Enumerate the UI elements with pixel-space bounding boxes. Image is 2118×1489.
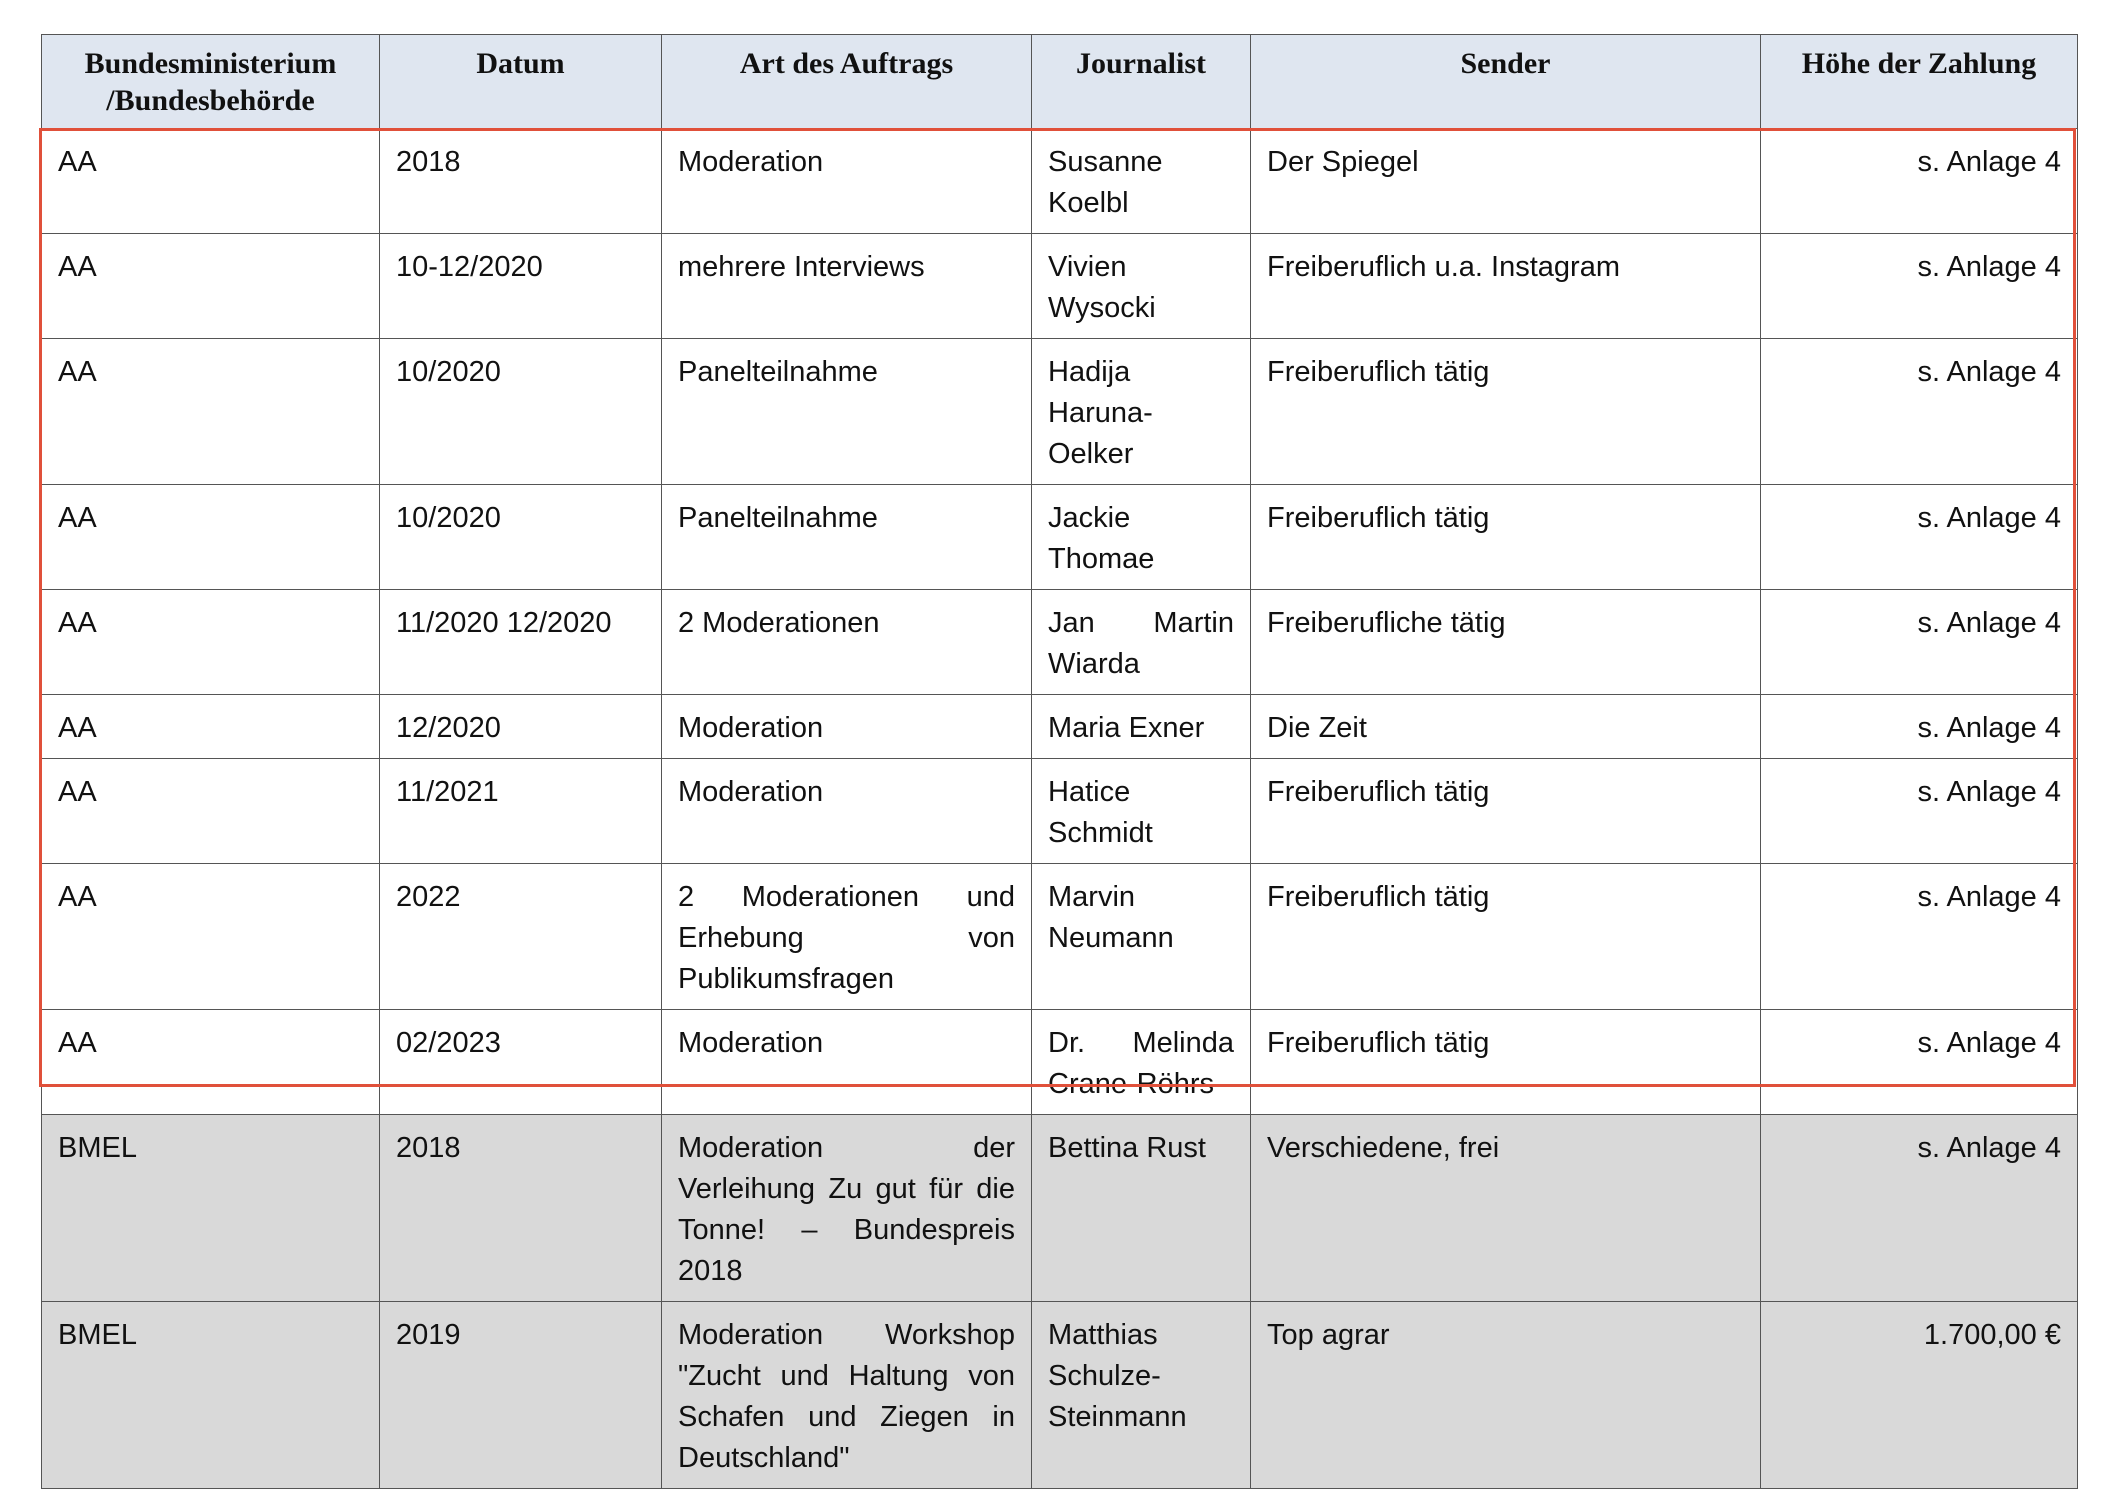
cell-type: Moderation bbox=[662, 695, 1032, 759]
cell-payment: s. Anlage 4 bbox=[1761, 864, 2078, 1010]
cell-sender: Die Zeit bbox=[1251, 695, 1761, 759]
cell-sender: Freiberufliche tätig bbox=[1251, 590, 1761, 695]
cell-type: Moderation Workshop "Zucht und Haltung von Schafen und Ziegen in Deutschland" bbox=[662, 1302, 1032, 1489]
cell-date: 10/2020 bbox=[380, 339, 662, 485]
cell-type: Moderation bbox=[662, 759, 1032, 864]
cell-type: 2 Moderationen und Erhebung von Publikumsfragen bbox=[662, 864, 1032, 1010]
cell-payment: s. Anlage 4 bbox=[1761, 485, 2078, 590]
cell-sender: Freiberuflich tätig bbox=[1251, 759, 1761, 864]
cell-journalist: Maria Exner bbox=[1032, 695, 1251, 759]
cell-journalist: Marvin Neumann bbox=[1032, 864, 1251, 1010]
cell-date: 2022 bbox=[380, 864, 662, 1010]
table-row bbox=[42, 339, 2078, 485]
cell-type: Moderation bbox=[662, 1010, 1032, 1115]
table-row bbox=[42, 759, 2078, 864]
cell-date: 2018 bbox=[380, 1115, 662, 1302]
table-row bbox=[42, 1302, 2078, 1489]
cell-payment: s. Anlage 4 bbox=[1761, 129, 2078, 234]
table-row bbox=[42, 234, 2078, 339]
header-sender: Sender bbox=[1251, 35, 1761, 129]
cell-sender: Top agrar bbox=[1251, 1302, 1761, 1489]
cell-sender: Freiberuflich tätig bbox=[1251, 339, 1761, 485]
cell-journalist: Dr. Melinda Crane-Röhrs bbox=[1032, 1010, 1251, 1115]
table-row bbox=[42, 695, 2078, 759]
cell-date: 2019 bbox=[380, 1302, 662, 1489]
cell-journalist: Vivien Wysocki bbox=[1032, 234, 1251, 339]
table-row bbox=[42, 1115, 2078, 1302]
cell-date: 11/2020 12/2020 bbox=[380, 590, 662, 695]
cell-ministry: AA bbox=[42, 695, 380, 759]
cell-ministry: AA bbox=[42, 339, 380, 485]
cell-date: 2018 bbox=[380, 129, 662, 234]
cell-type: Panelteilnahme bbox=[662, 339, 1032, 485]
cell-payment: s. Anlage 4 bbox=[1761, 759, 2078, 864]
cell-sender: Freiberuflich u.a. Instagram bbox=[1251, 234, 1761, 339]
cell-ministry: BMEL bbox=[42, 1115, 380, 1302]
table-row bbox=[42, 485, 2078, 590]
cell-ministry: BMEL bbox=[42, 1302, 380, 1489]
cell-ministry: AA bbox=[42, 759, 380, 864]
cell-date: 10/2020 bbox=[380, 485, 662, 590]
cell-payment: s. Anlage 4 bbox=[1761, 1115, 2078, 1302]
cell-journalist: Susanne Koelbl bbox=[1032, 129, 1251, 234]
cell-ministry: AA bbox=[42, 1010, 380, 1115]
cell-payment: s. Anlage 4 bbox=[1761, 234, 2078, 339]
cell-type: Moderation der Verleihung Zu gut für die Tonne! – Bundespreis 2018 bbox=[662, 1115, 1032, 1302]
header-date: Datum bbox=[380, 35, 662, 129]
cell-ministry: AA bbox=[42, 864, 380, 1010]
header-payment: Höhe der Zahlung bbox=[1761, 35, 2078, 129]
cell-payment: s. Anlage 4 bbox=[1761, 1010, 2078, 1115]
header-journalist: Journalist bbox=[1032, 35, 1251, 129]
cell-type: Moderation bbox=[662, 129, 1032, 234]
cell-ministry: AA bbox=[42, 234, 380, 339]
cell-sender: Freiberuflich tätig bbox=[1251, 864, 1761, 1010]
cell-sender: Freiberuflich tätig bbox=[1251, 1010, 1761, 1115]
cell-ministry: AA bbox=[42, 485, 380, 590]
cell-date: 02/2023 bbox=[380, 1010, 662, 1115]
header-ministry: Bundesministerium /Bundesbehörde bbox=[42, 35, 380, 129]
cell-type: mehrere Interviews bbox=[662, 234, 1032, 339]
cell-journalist: Jackie Thomae bbox=[1032, 485, 1251, 590]
cell-date: 12/2020 bbox=[380, 695, 662, 759]
cell-sender: Verschiedene, frei bbox=[1251, 1115, 1761, 1302]
cell-date: 10-12/2020 bbox=[380, 234, 662, 339]
cell-journalist: Hatice Schmidt bbox=[1032, 759, 1251, 864]
cell-journalist: Bettina Rust bbox=[1032, 1115, 1251, 1302]
table-row bbox=[42, 129, 2078, 234]
cell-date: 11/2021 bbox=[380, 759, 662, 864]
payments-table bbox=[41, 34, 2078, 1489]
cell-type: 2 Moderationen bbox=[662, 590, 1032, 695]
cell-journalist: Jan Martin Wiarda bbox=[1032, 590, 1251, 695]
cell-journalist: Matthias Schulze-Steinmann bbox=[1032, 1302, 1251, 1489]
cell-payment: s. Anlage 4 bbox=[1761, 339, 2078, 485]
header-type: Art des Auftrags bbox=[662, 35, 1032, 129]
table-header-row bbox=[42, 35, 2078, 129]
cell-payment: 1.700,00 € bbox=[1761, 1302, 2078, 1489]
table-row bbox=[42, 1010, 2078, 1115]
cell-sender: Freiberuflich tätig bbox=[1251, 485, 1761, 590]
cell-payment: s. Anlage 4 bbox=[1761, 695, 2078, 759]
cell-sender: Der Spiegel bbox=[1251, 129, 1761, 234]
cell-ministry: AA bbox=[42, 590, 380, 695]
table-row bbox=[42, 864, 2078, 1010]
cell-journalist: Hadija Haruna-Oelker bbox=[1032, 339, 1251, 485]
cell-payment: s. Anlage 4 bbox=[1761, 590, 2078, 695]
table-row bbox=[42, 590, 2078, 695]
cell-ministry: AA bbox=[42, 129, 380, 234]
cell-type: Panelteilnahme bbox=[662, 485, 1032, 590]
